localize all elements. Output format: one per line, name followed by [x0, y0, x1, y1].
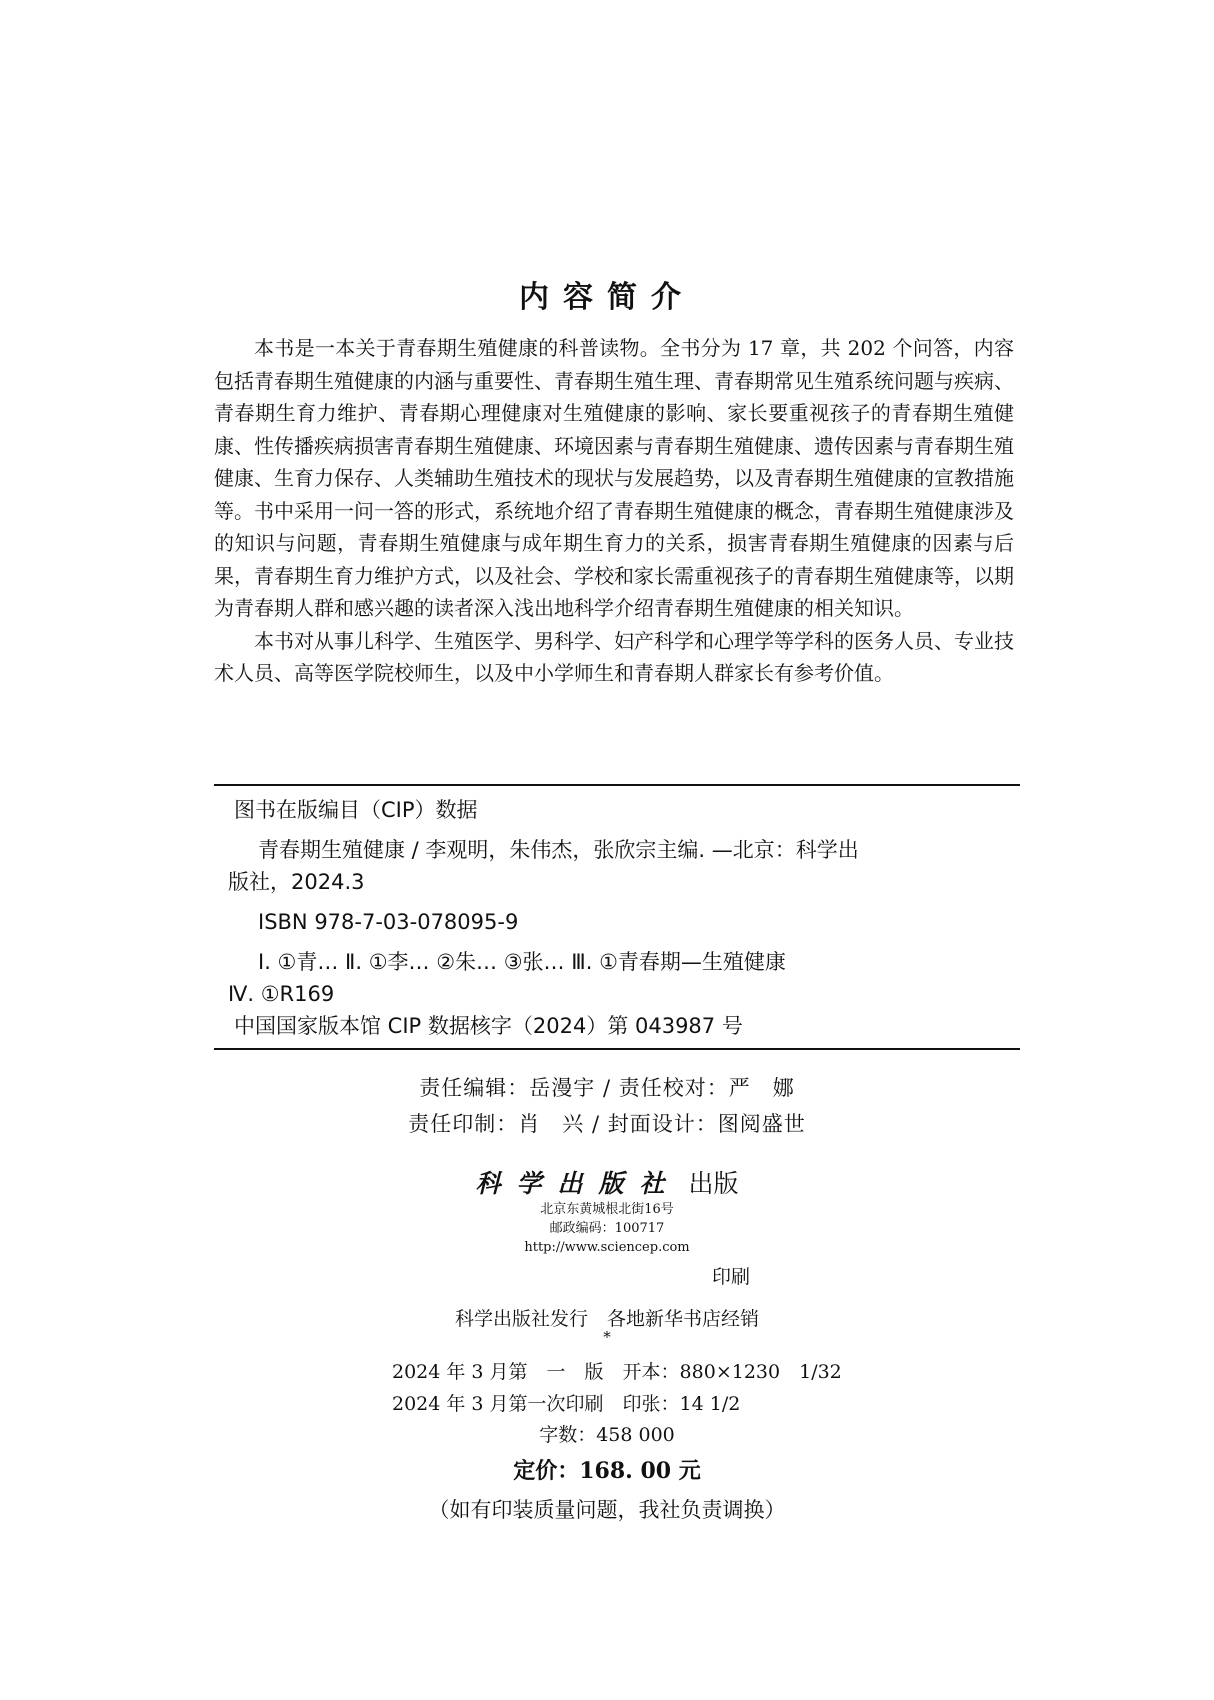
intro-section [214, 332, 1014, 690]
page-title: 内容简介 [519, 280, 695, 315]
cip-header: 图书在版编目（CIP）数据 [234, 798, 478, 822]
printing-label: 印刷 [712, 1266, 751, 1288]
intro-paragraph-1: 本书是一本关于青春期生殖健康的科普读物。全书分为 17 章，共 202 个问答，内容包括青春期生殖健康的内涵与重要性、青春期生殖生理、青春期常见生殖系统问题与疾病、青春期生育力维护、青春期心理健康对生殖健康的影响、家长要重视孩子的青春期生殖健康、性传播疾病损害青春期生殖健康、环境因素与青春期生殖健康、遗传因素与青春期生殖健康、生育力保存、人类辅助生殖技术的现状与发展趋势，以及青春期生殖健康的宣教措施等。书中采用一问一答的形式，系统地介绍了青春期生殖健康的概念，青春期生殖健康涉及的知识与问题，青春期生殖健康与成年期生育力的关系，损害青春期生殖健康的因素与后果，青春期生育力维护方式，以及社会、学校和家长需重视孩子的青春期生殖健康等，以期为青春期人群和感兴趣的读者深入浅出地科学介绍青春期生殖健康的相关知识。 [214, 336, 1014, 620]
editorial-credits [0, 1070, 1214, 1142]
publisher-suffix: 出版 [688, 1169, 739, 1198]
publisher-address-block [0, 1200, 1214, 1257]
price: 定价：168. 00 元 [513, 1458, 701, 1484]
cip-record-number: 中国国家版本馆 CIP 数据核字（2024）第 043987 号 [234, 1014, 743, 1038]
publisher-url: http://www.sciencep.com [524, 1240, 690, 1255]
publisher-logo-text: 科学出版社 [475, 1169, 681, 1198]
cip-isbn: ISBN 978-7-03-078095-9 [258, 910, 519, 934]
intro-paragraph-2: 本书对从事儿科学、生殖医学、男科学、妇产科学和心理学等学科的医务人员、专业技术人员、高等医学院校师生，以及中小学师生和青春期人群家长有参考价值。 [214, 628, 1014, 685]
cip-classification-cont: Ⅳ. ①R169 [228, 982, 335, 1006]
cip-bibliographic-line: 青春期生殖健康 / 李观明，朱伟杰，张欣宗主编. —北京：科学出 [258, 838, 859, 862]
publisher-line [0, 1164, 1214, 1200]
word-count: 字数：458 000 [539, 1424, 675, 1446]
quality-notice: （如有印装质量问题，我社负责调换） [428, 1498, 786, 1522]
cip-data-box [214, 784, 1020, 1050]
cip-bibliographic-line-cont: 版社，2024.3 [228, 870, 365, 894]
separator-star: * [603, 1328, 611, 1346]
publisher-address: 北京东黄城根北街16号 [540, 1202, 674, 1217]
credits-line-1: 责任编辑：岳漫宇 / 责任校对：严 娜 [419, 1076, 795, 1100]
edition-line: 2024 年 3 月第 一 版 开本：880×1230 1/32 [392, 1361, 842, 1383]
distribution-line: 科学出版社发行 各地新华书店经销 [454, 1308, 759, 1330]
edition-specs [392, 1356, 842, 1420]
cip-classification: Ⅰ. ①青… Ⅱ. ①李… ②朱… ③张… Ⅲ. ①青春期—生殖健康 [258, 950, 786, 974]
credits-line-2: 责任印制：肖 兴 / 封面设计：图阅盛世 [408, 1112, 806, 1136]
publisher-postcode: 邮政编码：100717 [549, 1221, 665, 1236]
impression-line: 2024 年 3 月第一次印刷 印张：14 1/2 [392, 1393, 741, 1415]
